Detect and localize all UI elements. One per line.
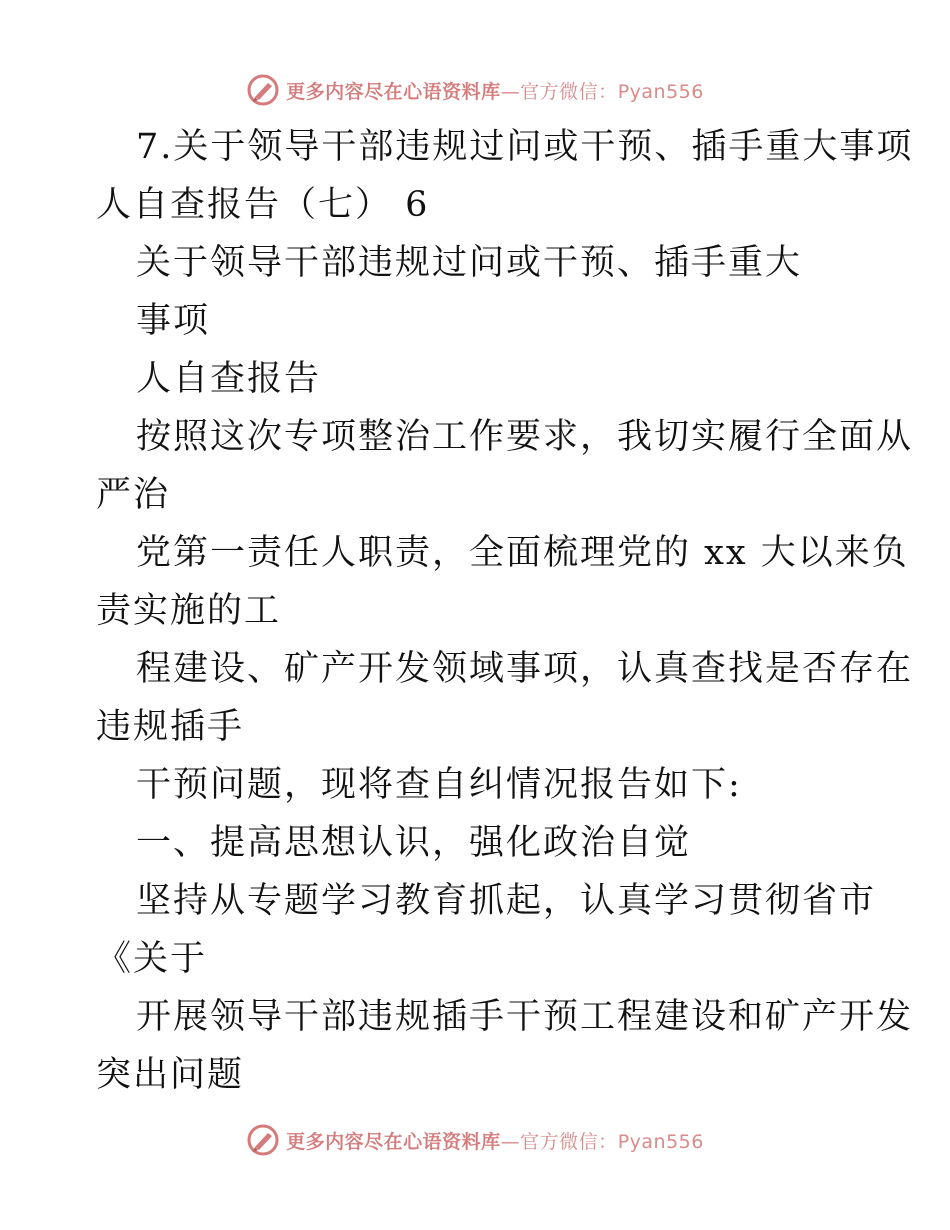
- watermark-separator: —: [500, 1130, 521, 1153]
- text-line: 人自查报告: [136, 359, 322, 399]
- text-line: 一、提高思想认识，强化政治自觉: [136, 823, 692, 863]
- watermark-wechat-id: Pyan556: [617, 1130, 704, 1153]
- pen-logo-icon: [246, 1123, 280, 1157]
- watermark-brand: 更多内容尽在心语资料库: [286, 1130, 501, 1153]
- text-line: 严治: [96, 475, 171, 515]
- text-line: 《关于: [96, 939, 208, 979]
- header-watermark: [0, 72, 950, 108]
- pen-logo-icon: [246, 73, 280, 107]
- text-line: 关于领导干部违规过问或干预、插手重大: [136, 243, 803, 283]
- text-line: 坚持从专题学习教育抓起，认真学习贯彻省市: [136, 881, 877, 921]
- text-line: 事项: [136, 301, 211, 341]
- watermark-wechat-label: 官方微信：: [520, 80, 618, 103]
- text-line: 违规插手: [96, 707, 245, 747]
- text-line: 人自查报告（七） 6: [96, 185, 430, 225]
- text-line: 7.关于领导干部违规过问或干预、插手重大事项: [136, 127, 914, 167]
- text-line: 程建设、矿产开发领域事项，认真查找是否存在: [136, 649, 914, 689]
- text-line: 按照这次专项整治工作要求，我切实履行全面从: [136, 417, 914, 457]
- footer-watermark: [0, 1122, 950, 1158]
- text-line: 党第一责任人职责，全面梳理党的 xx 大以来负: [136, 533, 909, 573]
- document-body: [96, 118, 914, 1104]
- text-line: 开展领导干部违规插手干预工程建设和矿产开发: [136, 997, 914, 1037]
- watermark-brand: 更多内容尽在心语资料库: [286, 80, 501, 103]
- watermark-separator: —: [500, 80, 521, 103]
- watermark-wechat-label: 官方微信：: [520, 1130, 618, 1153]
- watermark-wechat-id: Pyan556: [617, 80, 704, 103]
- text-line: 干预问题，现将查自纠情况报告如下:: [136, 765, 742, 805]
- text-line: 突出问题: [96, 1055, 245, 1095]
- text-line: 责实施的工: [96, 591, 282, 631]
